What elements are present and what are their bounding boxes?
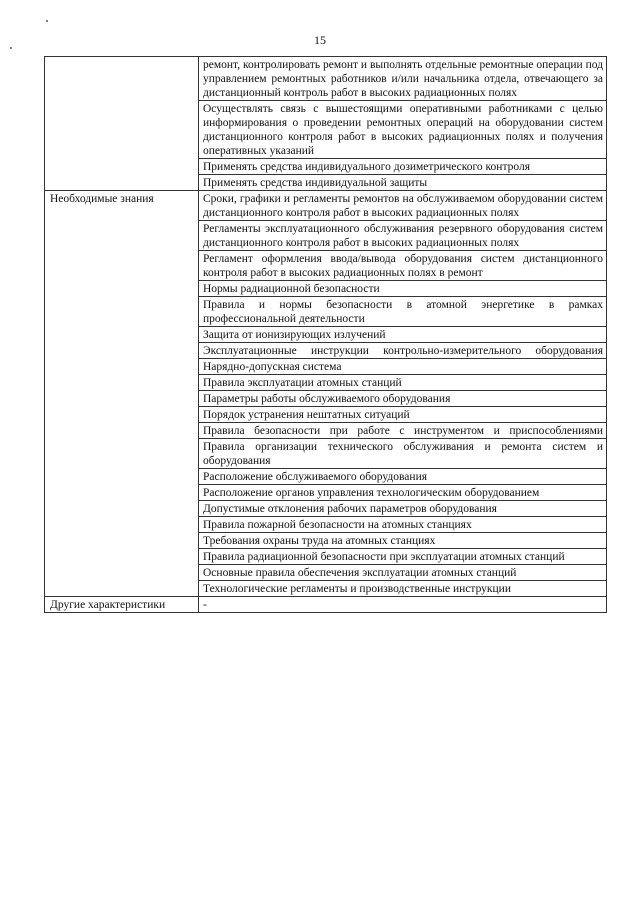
other-characteristics-value: - [199, 597, 607, 613]
other-characteristics-label: Другие характеристики [45, 597, 199, 613]
table-row: Требования охраны труда на атомных станциях [199, 533, 607, 549]
scan-speck [46, 20, 48, 22]
knowledge-label: Необходимые знания [45, 191, 199, 597]
table-row: Правила пожарной безопасности на атомных станциях [199, 517, 607, 533]
table-row: Сроки, графики и регламенты ремонтов на обслуживаемом оборудовании систем дистанционного контроля работ в высоких радиационных полях [199, 191, 607, 221]
table-row: Применять средства индивидуального дозиметрического контроля [199, 159, 607, 175]
table-row: Осуществлять связь с вышестоящими оперативными работниками с целью информирования о проведении ремонтных операций на оборудовании систем дистанционного контроля работ в высоких радиационных полях и получения оперативных указаний [199, 101, 607, 159]
table-row: Правила безопасности при работе с инструментом и приспособлениями [199, 423, 607, 439]
table-row: Правила и нормы безопасности в атомной энергетике в рамках профессиональной деятельности [199, 297, 607, 327]
table-row: Защита от ионизирующих излучений [199, 327, 607, 343]
empty-label-cell [45, 57, 199, 191]
table-row: Технологические регламенты и производственные инструкции [199, 581, 607, 597]
table-row: Правила эксплуатации атомных станций [199, 375, 607, 391]
table-row: Порядок устранения нештатных ситуаций [199, 407, 607, 423]
table-row: Параметры работы обслуживаемого оборудования [199, 391, 607, 407]
table-row: Правила радиационной безопасности при эксплуатации атомных станций [199, 549, 607, 565]
table-row: Допустимые отклонения рабочих параметров оборудования [199, 501, 607, 517]
table-row: Нормы радиационной безопасности [199, 281, 607, 297]
table-row: Основные правила обеспечения эксплуатации атомных станций [199, 565, 607, 581]
table-row: Эксплуатационные инструкции контрольно-измерительного оборудования [199, 343, 607, 359]
table-row: Регламент оформления ввода/вывода оборудования систем дистанционного контроля работ в высоких радиационных полях в ремонт [199, 251, 607, 281]
table-row: Нарядно-допускная система [199, 359, 607, 375]
table-row: Расположение органов управления технологическим оборудованием [199, 485, 607, 501]
table-row: Регламенты эксплуатационного обслуживания резервного оборудования систем дистанционного контроля работ в высоких радиационных полях [199, 221, 607, 251]
table-row: Правила организации технического обслуживания и ремонта систем и оборудования [199, 439, 607, 469]
table-row: ремонт, контролировать ремонт и выполнять отдельные ремонтные операции под управлением ремонтных работников и/или начальника отдела, отвечающего за дистанционный контроль работ в высоких радиационных полях [199, 57, 607, 101]
knowledge-table [44, 56, 607, 613]
page-number: 15 [314, 33, 326, 47]
table-row: Применять средства индивидуальной защиты [199, 175, 607, 191]
table-row: Расположение обслуживаемого оборудования [199, 469, 607, 485]
